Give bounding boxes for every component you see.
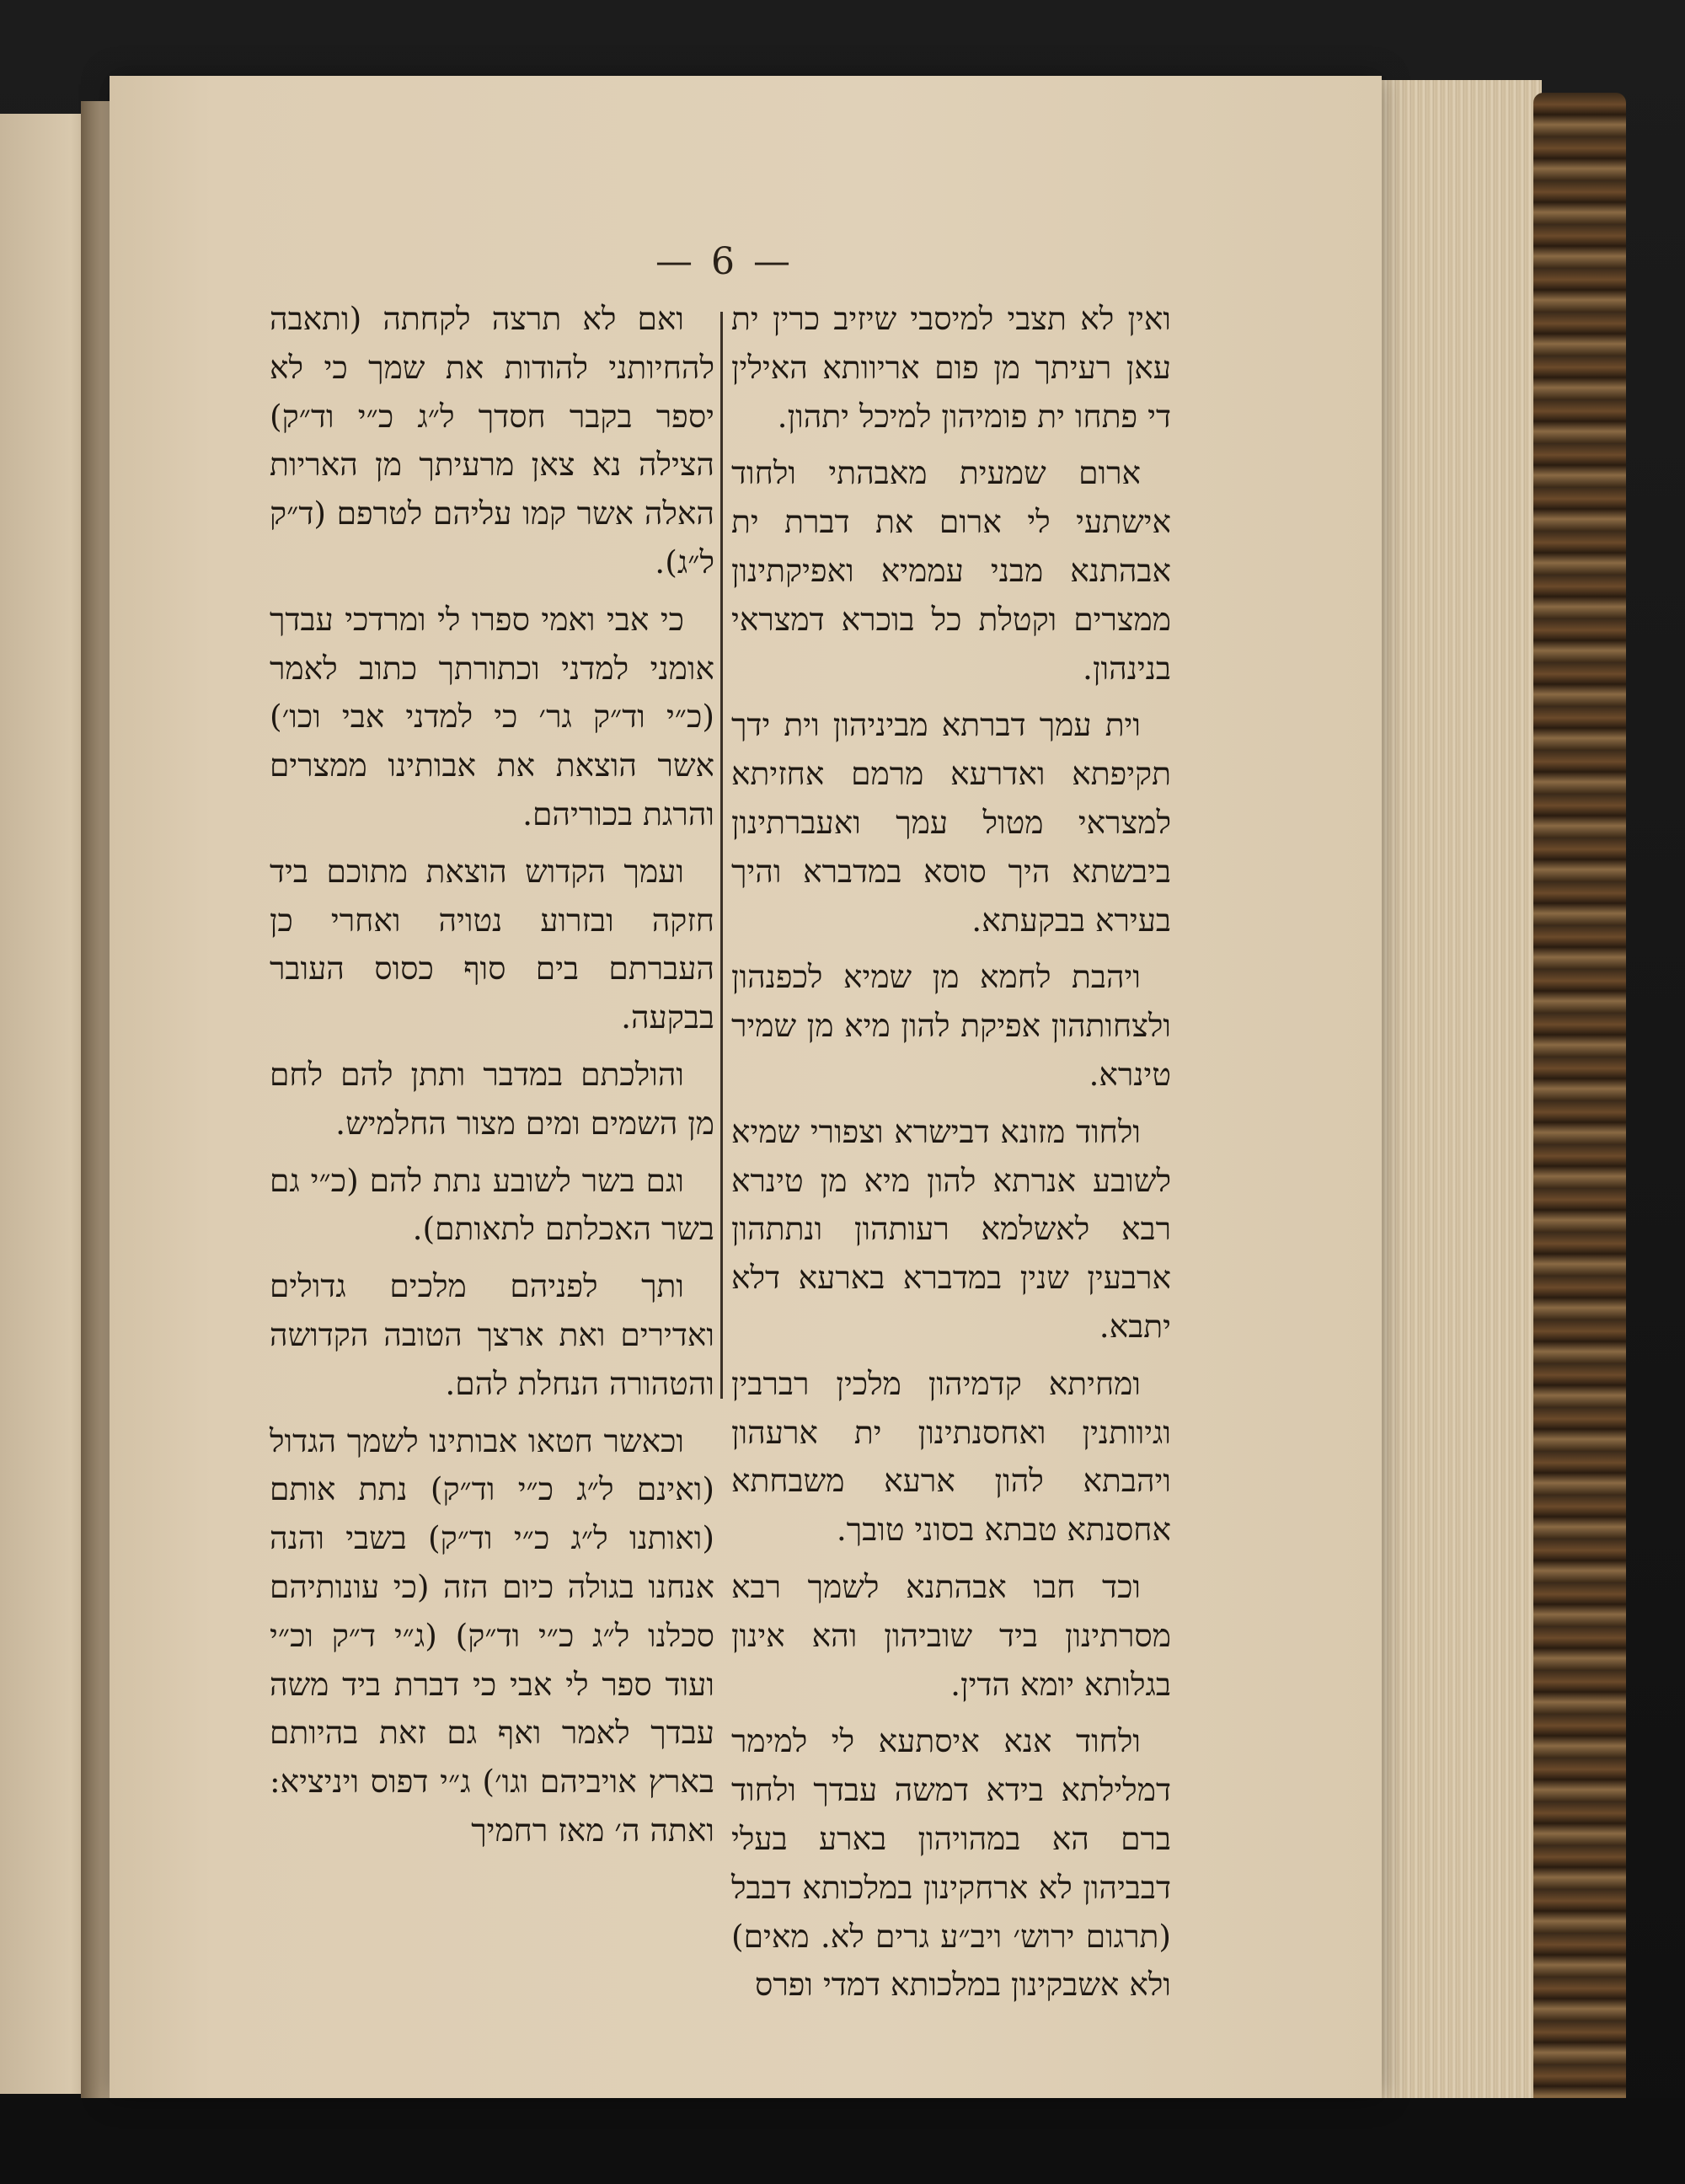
paragraph: ויהבת לחמא מן שמיא לכפנהון ולצחותהון אפיקת להון מיא מן שמיר טינרא. <box>731 958 1171 1093</box>
paragraph: והולכתם במדבר ותתן להם לחם מן השמים ומים מצור החלמיש. <box>270 1055 714 1142</box>
paragraph: ארום שמעית מאבהתי ולחוד אישתעי לי ארום את דברת ית אבהתנא מבני עממיא ואפיקתינון ממצרים וקטלת כל בוכרא דמצראי בנינהון. <box>731 454 1171 687</box>
paragraph: וכד חבו אבהתנא לשמך רבא מסרתינון ביד שוביהון והא אינון בגלותא יומא הדין. <box>731 1567 1171 1703</box>
paragraph: כי אבי ואמי ספרו לי ומרדכי עבדך אומני למדני וכתורתך כתוב לאמר (כ״י וד״ק גר׳ כי למדני אבי וכו׳) אשר הוצאת את אבותינו ממצרים והרגת בכוריהם. <box>270 600 714 832</box>
paragraph: ואין לא תצבי למיסבי שיזיב כרין ית עאן רעיתך מן פום אריוותא האילין די פתחו ית פומיהון למיכל יתהון. <box>731 300 1171 435</box>
paragraph: ולחוד מזונא דבישרא וצפורי שמיא לשובע אנרתא להון מיא מן טינרא רבא לאשלמא רעותהון ונתתהון ארבעין שנין במדברא בארעא דלא יתבא. <box>731 1112 1171 1345</box>
paragraph: ומחיתא קדמיהון מלכין רברבין וגיוותנין ואחסנתינון ית ארעהון ויהבתא להון ארעא משבחתא אחסנתא טבתא בסוני טובך. <box>731 1364 1171 1549</box>
paragraph: וגם בשר לשובע נתת להם (כ״י גם בשר האכלתם לתאותם). <box>270 1161 714 1248</box>
paragraph: ואם לא תרצה לקחתה (ותאבה להחיותני להודות את שמך כי לא יספר בקבר חסדך ל״ג כ״י וד״ק) הצילה נא צאן מרעיתך מן האריות האלה אשר קמו עליהם לטרפם (ד״ק ל״ג). <box>270 300 714 581</box>
column-divider <box>720 312 723 1399</box>
page-number: — 6 — <box>655 240 794 283</box>
left-column <box>270 295 714 1864</box>
paragraph: ותך לפניהם מלכים גדולים ואדירים ואת ארצך הטובה הקדושה והטהורה הנחלת להם. <box>270 1267 714 1402</box>
paragraph: ועמך הקדוש הוצאת מתוכם ביד חזקה ובזרוע נטויה ואחרי כן העברתם בים סוף כסוס העובר בבקעה. <box>270 852 714 1036</box>
paragraph: ולחוד אנא איסתעא לי למימר דמלילתא בידא דמשה עבדך ולחוד ברם הא במהויהון בארע בעלי דבביהון לא ארחקינון במלכותא דבבל (תרגום ירוש׳ ויב״ע גרים לא. מאים) ולא אשבקינון במלכותא דמדי ופרס <box>731 1722 1171 2004</box>
right-column <box>731 295 1171 2018</box>
book-spine <box>1533 93 1626 2115</box>
paragraph: וכאשר חטאו אבותינו לשמך הגדול (ואינם ל״ג כ״י וד״ק) נתת אותם (ואותנו ל״ג כ״י וד״ק) בשבי והנה אנחנו בגולה כיום הזה (כי עונותיהם סכלנו ל״ג כ״י וד״ק) (ג״י ד״ק וכ״י ועוד ספר לי אבי כי דברת ביד משה עבדך לאמר ואף גם זאת בהיותם בארץ אויביהם וגו׳) ג״י דפוס ויניציא: ואתה ה׳ מאז רחמיך <box>270 1421 714 1849</box>
bottom-background <box>0 2098 1685 2184</box>
page-stack-edges <box>1373 80 1542 2098</box>
paragraph: וית עמך דברתא מביניהון וית ידך תקיפתא ואדרעא מרמם אחזיתא למצראי מטול עמך ואעברתינון ביבשתא היך סוסא במדברא והיך בעירא בבקעתא. <box>731 706 1171 939</box>
